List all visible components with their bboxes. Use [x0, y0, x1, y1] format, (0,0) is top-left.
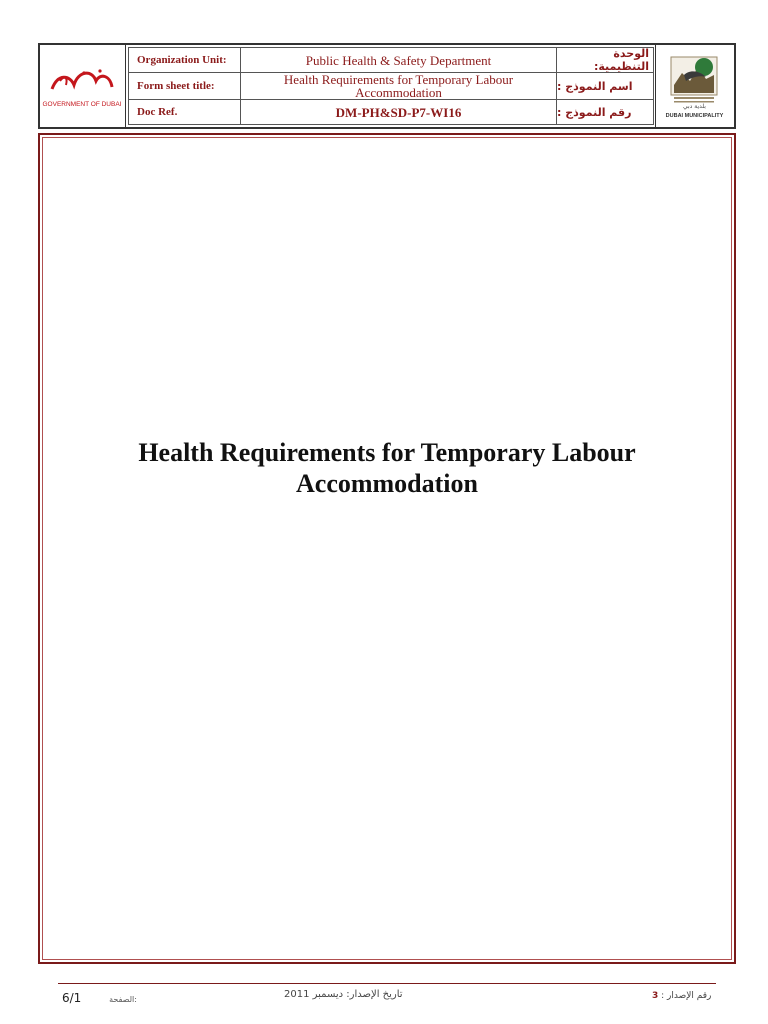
page-number-value: 6/1 [62, 991, 82, 1005]
municipality-english-text: DUBAI MUNICIPALITY [665, 113, 724, 119]
page-number-label: الصفحة: [109, 995, 137, 1004]
footer-version [652, 991, 711, 1001]
form-sheet-title-value: Health Requirements for Temporary Labour Accommodation [241, 73, 557, 99]
document-title [40, 437, 734, 499]
form-sheet-title-arabic-label: اسم النموذج : [557, 79, 633, 93]
logo-english-text: GOVERNMENT OF DUBAI [42, 101, 122, 108]
version-label: رقم الإصدار : [661, 991, 712, 1001]
document-header [38, 43, 736, 129]
header-row-organization [128, 47, 654, 73]
municipality-arabic-text: بلدية دبي [683, 103, 706, 110]
footer-page-number [62, 991, 137, 1005]
organization-unit-arabic-label: الوحدة التنظيمية: [593, 47, 649, 73]
footer-issue-date: تاريخ الإصدار: ديسمبر 2011 [284, 989, 403, 1000]
header-row-doc-ref [128, 99, 654, 125]
document-title-line-1: Health Requirements for Temporary Labour [138, 438, 636, 467]
organization-unit-label: Organization Unit: [129, 48, 241, 72]
footer-divider [58, 983, 716, 984]
doc-ref-arabic-label: رقم النموذج : [557, 105, 632, 119]
government-of-dubai-logo [40, 45, 126, 127]
version-value: 3 [652, 991, 659, 1001]
doc-ref-value: DM-PH&SD-P7-WI16 [241, 100, 557, 124]
organization-unit-value: Public Health & Safety Department [241, 48, 557, 72]
header-info-grid [128, 47, 654, 125]
page-content-inner-border [42, 137, 732, 960]
doc-ref-label: Doc Ref. [129, 100, 241, 124]
dubai-municipality-logo [655, 45, 734, 127]
form-sheet-title-label: Form sheet title: [129, 73, 241, 99]
document-title-line-2: Accommodation [296, 469, 478, 498]
header-row-form-title [128, 72, 654, 100]
page-content-frame [38, 133, 736, 964]
